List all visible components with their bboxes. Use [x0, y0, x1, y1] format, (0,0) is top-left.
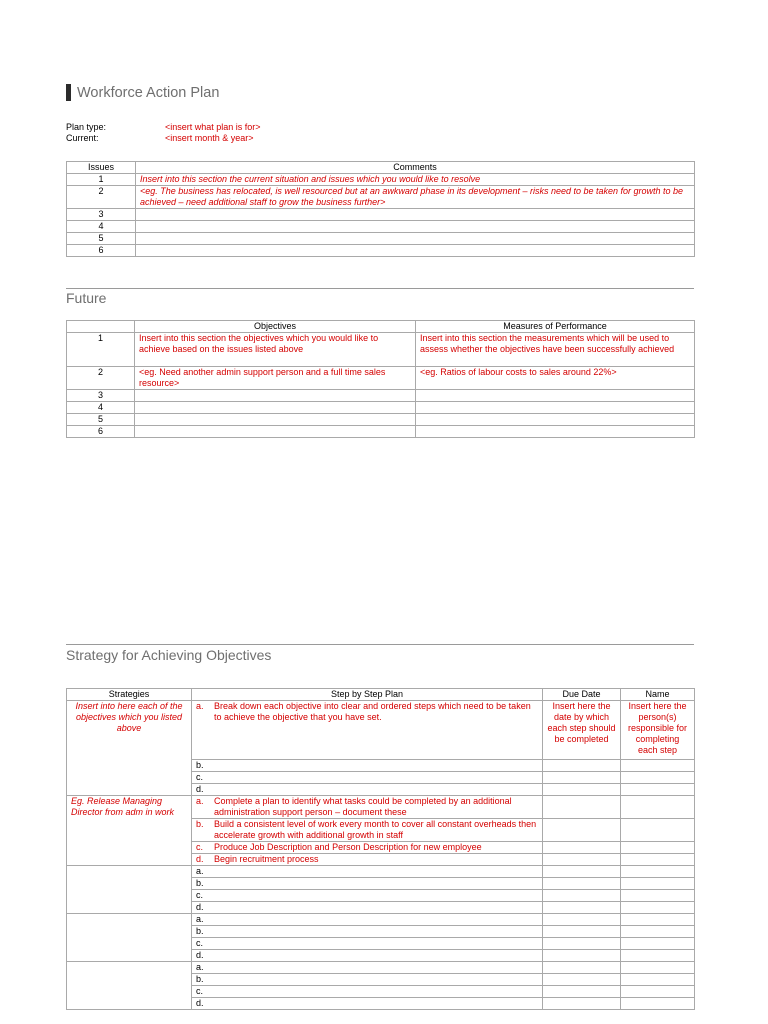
strategies-header: Strategies — [67, 689, 192, 701]
strategy-cell[interactable] — [67, 914, 192, 962]
step-letter: b. — [196, 760, 204, 770]
name-cell[interactable] — [621, 998, 695, 1010]
step-letter: a. — [196, 701, 204, 711]
name-cell[interactable] — [621, 890, 695, 902]
due-date-cell[interactable] — [543, 796, 621, 819]
step-cell[interactable] — [192, 784, 543, 796]
step-cell[interactable] — [192, 974, 543, 986]
plan-type-label: Plan type: — [66, 122, 107, 132]
table-row — [67, 402, 695, 414]
objective-cell[interactable] — [135, 426, 416, 438]
measure-cell: Insert into this section the measurements which will be used to assess whether the objectives have been successfully achieved — [416, 333, 695, 367]
measures-header: Measures of Performance — [416, 321, 695, 333]
table-row — [67, 962, 695, 974]
name-cell[interactable] — [621, 926, 695, 938]
due-date-cell[interactable] — [543, 878, 621, 890]
name-cell[interactable] — [621, 878, 695, 890]
step-cell[interactable] — [192, 998, 543, 1010]
step-letter: a. — [196, 962, 204, 972]
step-letter: c. — [196, 938, 204, 948]
measure-cell[interactable] — [416, 402, 695, 414]
step-cell[interactable] — [192, 914, 543, 926]
name-cell[interactable] — [621, 938, 695, 950]
objective-number: 4 — [67, 402, 135, 414]
step-letter: b. — [196, 926, 204, 936]
step-letter: d. — [196, 950, 204, 960]
due-date-cell[interactable] — [543, 772, 621, 784]
objective-number: 6 — [67, 426, 135, 438]
table-row — [67, 866, 695, 878]
due-date-cell[interactable] — [543, 842, 621, 854]
due-date-cell[interactable] — [543, 974, 621, 986]
table-row — [67, 390, 695, 402]
name-cell[interactable] — [621, 914, 695, 926]
step-cell[interactable] — [192, 926, 543, 938]
table-row — [67, 209, 695, 221]
table-row — [67, 233, 695, 245]
due-date-cell[interactable] — [543, 819, 621, 842]
issues-table — [66, 161, 695, 257]
step-letter: b. — [196, 974, 204, 984]
table-row — [67, 701, 695, 760]
due-date-header: Due Date — [543, 689, 621, 701]
step-cell[interactable] — [192, 878, 543, 890]
future-number-header — [67, 321, 135, 333]
table-row — [67, 414, 695, 426]
step-letter: b. — [196, 819, 204, 829]
step-cell — [192, 796, 543, 819]
future-section-title: Future — [66, 290, 107, 306]
due-date-cell[interactable] — [543, 926, 621, 938]
objective-cell: Insert into this section the objectives which you would like to achieve based on the issues listed above — [135, 333, 416, 367]
issue-comment: <eg. The business has relocated, is well resourced but at an awkward phase in its development – risks need to be taken for growth to be achieved – need additional staff to grow the business further> — [136, 186, 695, 209]
name-cell[interactable] — [621, 819, 695, 842]
plan-type-value: <insert what plan is for> — [165, 122, 261, 132]
measure-cell[interactable] — [416, 390, 695, 402]
step-letter: c. — [196, 842, 204, 852]
title-accent-bar — [66, 84, 71, 101]
name-cell[interactable] — [621, 986, 695, 998]
table-row — [67, 914, 695, 926]
due-date-cell[interactable] — [543, 890, 621, 902]
step-text: Break down each objective into clear and ordered steps which need to be taken to achieve the objective that you have set. — [214, 701, 531, 722]
due-date-cell[interactable] — [543, 914, 621, 926]
strategy-cell[interactable] — [67, 962, 192, 1010]
step-cell[interactable] — [192, 962, 543, 974]
due-date-cell[interactable] — [543, 962, 621, 974]
issue-comment[interactable] — [136, 233, 695, 245]
objective-number: 2 — [67, 367, 135, 390]
due-date-cell[interactable] — [543, 902, 621, 914]
due-date-cell[interactable] — [543, 866, 621, 878]
step-letter: c. — [196, 986, 204, 996]
name-header: Name — [621, 689, 695, 701]
due-date-cell[interactable] — [543, 854, 621, 866]
step-text: Complete a plan to identify what tasks could be completed by an additional administration support person – document these — [214, 796, 512, 817]
table-row — [67, 426, 695, 438]
due-date-cell[interactable] — [543, 760, 621, 772]
step-letter: d. — [196, 902, 204, 912]
strategy-cell: Insert into here each of the objectives which you listed above — [67, 701, 192, 796]
step-cell[interactable] — [192, 890, 543, 902]
measure-cell[interactable] — [416, 414, 695, 426]
issue-comment[interactable] — [136, 209, 695, 221]
issue-number: 6 — [67, 245, 136, 257]
step-letter: c. — [196, 890, 204, 900]
due-date-cell[interactable] — [543, 998, 621, 1010]
objective-cell: <eg. Need another admin support person and a full time sales resource> — [135, 367, 416, 390]
step-cell — [192, 842, 543, 854]
objective-cell[interactable] — [135, 414, 416, 426]
step-cell — [192, 701, 543, 760]
current-label: Current: — [66, 133, 99, 143]
name-cell[interactable] — [621, 796, 695, 819]
name-cell: Insert here the person(s) responsible for completing each step — [621, 701, 695, 760]
table-row — [67, 221, 695, 233]
issue-comment: Insert into this section the current situation and issues which you would like to resolve — [136, 174, 695, 186]
name-cell[interactable] — [621, 784, 695, 796]
issue-number: 5 — [67, 233, 136, 245]
name-cell[interactable] — [621, 902, 695, 914]
table-row — [67, 174, 695, 186]
issue-number: 2 — [67, 186, 136, 209]
issue-number: 3 — [67, 209, 136, 221]
comments-header: Comments — [136, 162, 695, 174]
section-divider — [66, 288, 694, 289]
name-cell[interactable] — [621, 842, 695, 854]
name-cell[interactable] — [621, 962, 695, 974]
document-title-block — [66, 84, 219, 101]
issue-number: 4 — [67, 221, 136, 233]
issue-number: 1 — [67, 174, 136, 186]
strategy-section-title: Strategy for Achieving Objectives — [66, 647, 272, 663]
current-row — [66, 133, 254, 144]
objective-number: 3 — [67, 390, 135, 402]
table-row — [67, 245, 695, 257]
name-cell[interactable] — [621, 760, 695, 772]
name-cell[interactable] — [621, 854, 695, 866]
step-letter: b. — [196, 878, 204, 888]
name-cell[interactable] — [621, 950, 695, 962]
step-cell[interactable] — [192, 902, 543, 914]
strategy-table — [66, 688, 695, 1010]
due-date-cell[interactable] — [543, 938, 621, 950]
due-date-cell[interactable] — [543, 950, 621, 962]
step-cell[interactable] — [192, 760, 543, 772]
objective-cell[interactable] — [135, 402, 416, 414]
table-row — [67, 333, 695, 367]
step-text: Begin recruitment process — [214, 854, 319, 864]
step-letter: d. — [196, 998, 204, 1008]
step-cell[interactable] — [192, 950, 543, 962]
issue-comment[interactable] — [136, 245, 695, 257]
step-cell[interactable] — [192, 866, 543, 878]
table-row — [67, 796, 695, 819]
strategy-cell: Eg. Release Managing Director from adm in work — [67, 796, 192, 866]
due-date-cell[interactable] — [543, 986, 621, 998]
due-date-cell: Insert here the date by which each step should be completed — [543, 701, 621, 760]
section-divider — [66, 644, 694, 645]
future-table — [66, 320, 695, 438]
step-letter: a. — [196, 866, 204, 876]
plan-type-row — [66, 122, 261, 133]
measure-cell: <eg. Ratios of labour costs to sales around 22%> — [416, 367, 695, 390]
objective-number: 1 — [67, 333, 135, 367]
step-letter: a. — [196, 796, 204, 806]
step-letter: a. — [196, 914, 204, 924]
step-cell[interactable] — [192, 938, 543, 950]
table-row — [67, 367, 695, 390]
step-letter: d. — [196, 784, 204, 794]
current-value: <insert month & year> — [165, 133, 254, 143]
table-row — [67, 186, 695, 209]
name-cell[interactable] — [621, 974, 695, 986]
step-plan-header: Step by Step Plan — [192, 689, 543, 701]
name-cell[interactable] — [621, 772, 695, 784]
step-text: Build a consistent level of work every month to cover all constant overheads then accelerate growth with additional growth in staff — [214, 819, 537, 840]
step-letter: c. — [196, 772, 204, 782]
name-cell[interactable] — [621, 866, 695, 878]
issues-header: Issues — [67, 162, 136, 174]
objective-number: 5 — [67, 414, 135, 426]
due-date-cell[interactable] — [543, 784, 621, 796]
step-cell — [192, 819, 543, 842]
step-cell[interactable] — [192, 772, 543, 784]
step-text: Produce Job Description and Person Description for new employee — [214, 842, 482, 852]
step-cell — [192, 854, 543, 866]
strategy-cell[interactable] — [67, 866, 192, 914]
step-letter: d. — [196, 854, 204, 864]
objective-cell[interactable] — [135, 390, 416, 402]
objectives-header: Objectives — [135, 321, 416, 333]
document-title: Workforce Action Plan — [77, 84, 220, 101]
step-cell[interactable] — [192, 986, 543, 998]
measure-cell[interactable] — [416, 426, 695, 438]
issue-comment[interactable] — [136, 221, 695, 233]
